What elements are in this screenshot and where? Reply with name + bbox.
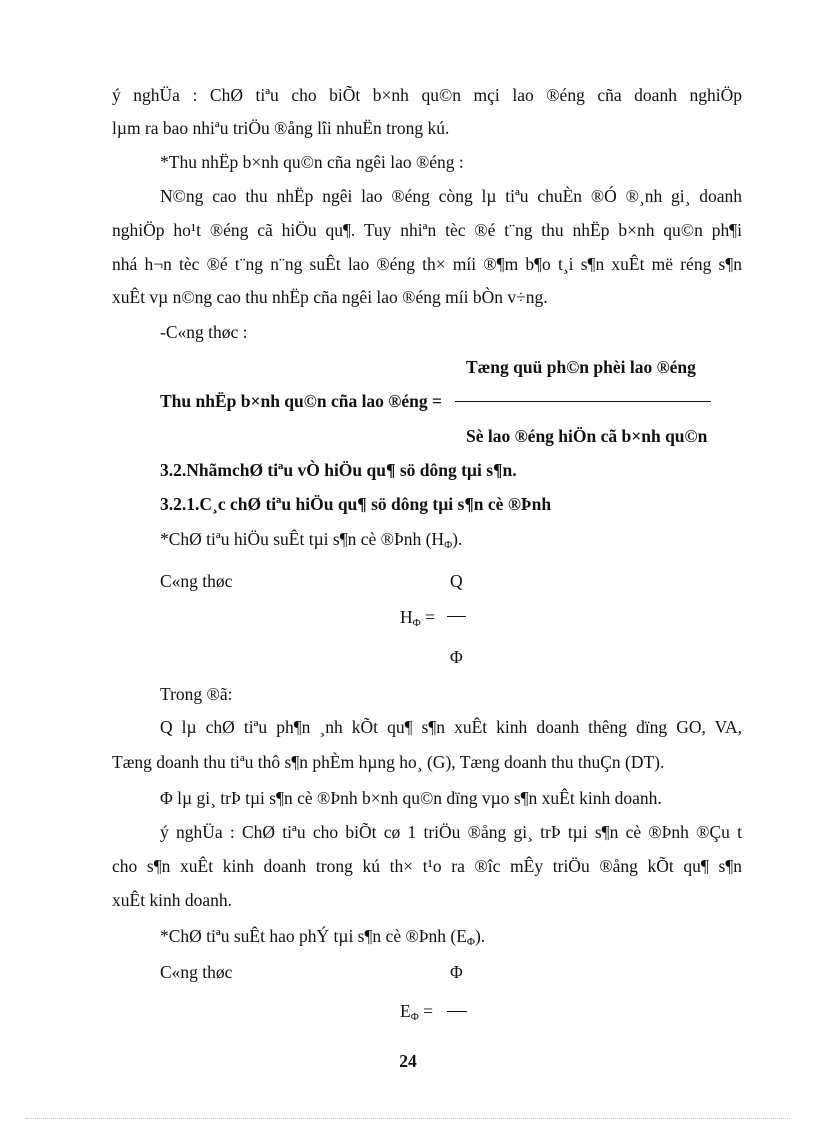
paragraph-line: Trong ®ã:	[160, 684, 233, 704]
section-heading: 3.2.NhãmchØ tiªu vÒ hiÖu qu¶ sö dông tµi s¶n.	[160, 460, 517, 480]
paragraph-line: xuÊt vµ n©ng cao thu nhËp cña ngêi lao ®éng míi bÒn v÷ng.	[112, 287, 548, 307]
paragraph-line: Tæng doanh thu tiªu thô s¶n phÈm hµng ho¸ (G), Tæng doanh thu thuÇn (DT).	[112, 752, 665, 772]
paragraph-line: Q lµ chØ tiªu ph¶n ¸nh kÕt qu¶ s¶n xuÊt kinh doanh thêng dïng GO, VA,	[160, 717, 742, 737]
formula-denominator: Sè lao ®éng hiÖn cã b×nh qu©n	[466, 426, 708, 446]
formula-denominator: Φ	[450, 647, 463, 667]
page-number: 24	[399, 1051, 417, 1071]
formula-lhs: $E_\Phi$ =	[400, 1001, 433, 1023]
paragraph-line: ý nghÜa : ChØ tiªu cho biÕt cø 1 triÖu ®ång gi¸ trÞ tµi s¶n cè ®Þnh ®Çu t	[160, 822, 742, 842]
page-bottom-border	[26, 1118, 790, 1119]
paragraph-line: nhá h¬n tèc ®é t¨ng n¨ng suÊt lao ®éng th× míi ®¶m b¶o t¸i s¶n xuÊt më réng s¶n	[112, 254, 742, 274]
paragraph-line: Φ lµ gi¸ trÞ tµi s¶n cè ®Þnh b×nh qu©n dïng vµo s¶n xuÊt kinh doanh.	[160, 788, 662, 808]
indicator-heading: *ChØ tiªu suÊt hao phÝ tµi s¶n cè ®Þnh $(E_\Phi)$.	[160, 926, 486, 948]
indicator-heading: *ChØ tiªu hiÖu suÊt tµi s¶n cè ®Þnh $(H_\Phi)$.	[160, 529, 463, 551]
paragraph-line: N©ng cao thu nhËp ngêi lao ®éng còng lµ tiªu chuÈn ®Ó ®¸nh gi¸ doanh	[160, 186, 742, 206]
formula-numerator: Φ	[450, 962, 463, 982]
fraction-bar	[447, 1011, 467, 1012]
formula-lhs: Thu nhËp b×nh qu©n cña lao ®éng =	[160, 391, 442, 411]
formula-label: -C«ng thøc :	[160, 322, 248, 342]
fraction-bar	[447, 616, 466, 617]
paragraph-line: cho s¶n xuÊt kinh doanh trong kú th× t¹o ra ®îc mÊy triÖu ®ång kÕt qu¶ s¶n	[112, 856, 742, 876]
paragraph-line: ý nghÜa : ChØ tiªu cho biÕt b×nh qu©n mçi lao ®éng cña doanh nghiÖp	[112, 85, 742, 105]
subsection-heading: 3.2.1.C¸c chØ tiªu hiÖu qu¶ sö dông tµi s¶n cè ®Þnh	[160, 494, 552, 514]
paragraph-line: nghiÖp ho¹t ®éng cã hiÖu qu¶. Tuy nhiªn tèc ®é t¨ng thu nhËp b×nh qu©n ph¶i	[112, 220, 742, 240]
formula-label: C«ng thøc	[160, 571, 233, 591]
formula-lhs: $H_\Phi$ =	[400, 607, 435, 629]
formula-numerator: Q	[450, 571, 463, 591]
formula-numerator: Tæng quü ph©n phèi lao ®éng	[466, 357, 696, 377]
formula-label: C«ng thøc	[160, 962, 233, 982]
paragraph-line: lµm ra bao nhiªu triÖu ®ång lîi nhuËn trong kú.	[112, 118, 450, 138]
fraction-bar	[455, 401, 711, 402]
section-heading: *Thu nhËp b×nh qu©n cña ngêi lao ®éng :	[160, 152, 464, 172]
paragraph-line: xuÊt kinh doanh.	[112, 890, 233, 910]
